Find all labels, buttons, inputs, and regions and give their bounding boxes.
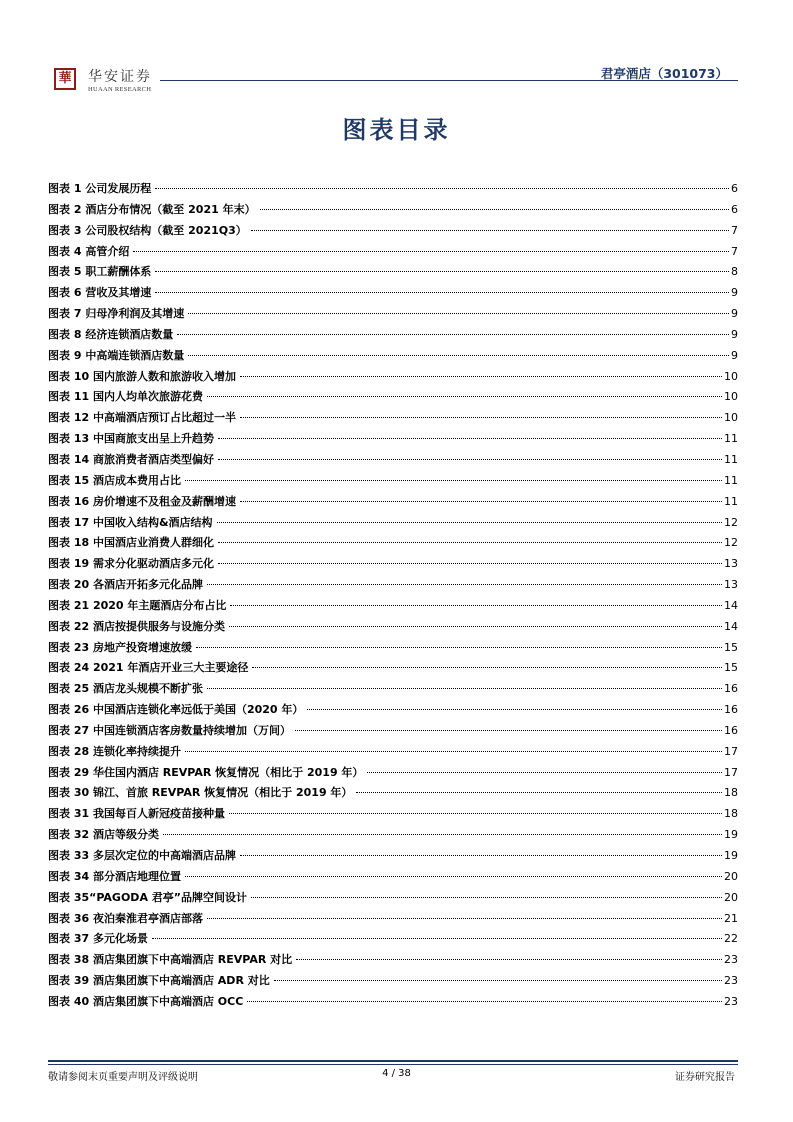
toc-entry-label: 图表 36 夜泊秦淮君亭酒店部落 [48,911,203,925]
toc-dot-leader [207,584,722,585]
toc-dot-leader [247,1001,722,1002]
toc-entry-page: 17 [724,744,738,758]
toc-entry-label: 图表 2 酒店分布情况（截至 2021 年末） [48,202,256,216]
toc-dot-leader [218,459,722,460]
toc-entry-page: 19 [724,828,738,842]
toc-entry-page: 17 [724,765,738,779]
toc-entry-page: 18 [724,786,738,800]
toc-entry-page: 6 [731,182,738,195]
toc-entry-page: 19 [724,849,738,862]
toc-entry[interactable] [48,618,738,639]
toc-entry-page: 11 [724,432,738,446]
toc-dot-leader [207,918,722,919]
toc-entry-page: 10 [724,390,738,404]
toc-entry-label: 图表 12 中高端酒店预订占比超过一半 [48,411,236,425]
toc-entry-page: 12 [724,536,738,550]
toc-entry-label: 图表 21 2020 年主题酒店分布占比 [48,598,227,612]
toc-entry-label: 图表 11 国内人均单次旅游花费 [48,390,203,404]
logo-text-en: HUAAN RESEARCH [88,86,152,93]
toc-entry-label: 图表 7 归母净利润及其增速 [48,307,185,321]
toc-entry[interactable] [48,639,738,660]
toc-entry-page: 11 [724,473,738,487]
toc-entry-label: 图表 23 房地产投资增速放缓 [48,640,192,654]
toc-entry[interactable] [48,659,738,680]
toc-entry-label: 图表 26 中国酒店连锁化率远低于美国（2020 年） [48,703,304,717]
toc-entry-label: 图表 1 公司发展历程 [48,182,152,195]
toc-entry[interactable] [48,409,738,430]
toc-entry[interactable] [48,722,738,743]
toc-entry-label: 图表 34 部分酒店地理位置 [48,869,181,883]
toc-dot-leader [196,647,722,648]
toc-dot-leader [207,688,722,689]
toc-entry[interactable] [48,451,738,472]
toc-entry-page: 10 [724,411,738,425]
toc-dot-leader [185,876,722,877]
toc-entry-page: 12 [724,515,738,529]
toc-dot-leader [155,271,729,272]
page-number: 4 / 38 [382,1068,411,1079]
toc-dot-leader [218,563,722,564]
company-logo: 華 [54,68,76,90]
toc-entry-label: 图表 3 公司股权结构（截至 2021Q3） [48,223,247,237]
toc-entry[interactable] [48,868,738,889]
toc-entry-label: 图表 25 酒店龙头规模不断扩张 [48,682,203,696]
toc-entry-page: 18 [724,807,738,821]
toc-dot-leader [356,792,722,793]
toc-entry[interactable] [48,972,738,993]
header-company-name: 君亭酒店（301073） [600,66,728,81]
toc-entry-label: 图表 40 酒店集团旗下中高端酒店 OCC [48,994,244,1008]
toc-dot-leader [240,417,722,418]
toc-dot-leader [252,667,722,668]
toc-dot-leader [295,730,722,731]
toc-dot-leader [152,938,722,939]
toc-entry-label: 图表 17 中国收入结构&酒店结构 [48,515,213,529]
toc-entry[interactable] [48,347,738,368]
page-header [48,62,738,98]
toc-entry-page: 9 [731,327,738,341]
toc-entry-label: 图表 22 酒店按提供服务与设施分类 [48,619,225,633]
toc-entry[interactable] [48,764,738,785]
toc-entry-label: 图表 27 中国连锁酒店客房数量持续增加（万间） [48,723,291,737]
toc-entry[interactable] [48,493,738,514]
toc-entry[interactable] [48,805,738,826]
toc-entry-page: 20 [724,890,738,904]
toc-entry[interactable] [48,889,738,910]
toc-entry-page: 16 [724,703,738,717]
toc-entry-page: 23 [724,974,738,988]
toc-dot-leader [229,626,722,627]
toc-dot-leader [177,334,729,335]
page-title: 图表目录 [342,115,451,144]
toc-entry[interactable] [48,243,738,264]
toc-entry-page: 13 [724,557,738,571]
toc-dot-leader [251,230,729,231]
toc-entry[interactable] [48,222,738,243]
toc-entry-page: 22 [724,932,738,946]
toc-entry[interactable] [48,514,738,535]
logo-text-cn: 华安证券 [88,69,152,85]
toc-entry-page: 11 [724,494,738,508]
toc-dot-leader [133,251,729,252]
toc-entry-page: 13 [724,578,738,592]
toc-entry-label: 图表 35“PAGODA 君亭”品牌空间设计 [48,890,248,904]
toc-entry-page: 21 [724,911,738,925]
toc-entry-page: 14 [724,598,738,612]
toc-entry[interactable] [48,826,738,847]
table-of-figures [48,180,738,1014]
toc-entry-label: 图表 6 营收及其增速 [48,286,152,300]
toc-entry[interactable] [48,430,738,451]
toc-entry-label: 图表 24 2021 年酒店开业三大主要途径 [48,661,249,675]
toc-entry-page: 8 [731,265,738,279]
toc-entry-page: 7 [731,244,738,258]
toc-entry-label: 图表 19 需求分化驱动酒店多元化 [48,557,214,571]
toc-entry-label: 图表 38 酒店集团旗下中高端酒店 REVPAR 对比 [48,953,293,967]
toc-entry-label: 图表 31 我国每百人新冠疫苗接种量 [48,807,225,821]
toc-entry[interactable] [48,701,738,722]
toc-entry-page: 11 [724,452,738,466]
toc-entry-page: 10 [724,369,738,383]
toc-dot-leader [240,376,722,377]
toc-entry[interactable] [48,534,738,555]
toc-entry-label: 图表 9 中高端连锁酒店数量 [48,348,185,362]
toc-entry-label: 图表 10 国内旅游人数和旅游收入增加 [48,369,236,383]
toc-entry-label: 图表 18 中国酒店业消费人群细化 [48,536,214,550]
toc-dot-leader [155,188,729,189]
toc-entry-label: 图表 33 多层次定位的中高端酒店品牌 [48,849,236,862]
toc-entry[interactable] [48,930,738,951]
toc-dot-leader [207,396,722,397]
toc-entry-label: 图表 15 酒店成本费用占比 [48,473,181,487]
toc-entry[interactable] [48,263,738,284]
toc-entry[interactable] [48,743,738,764]
toc-entry-page: 23 [724,994,738,1008]
toc-entry-label: 图表 13 中国商旅支出呈上升趋势 [48,432,214,446]
toc-entry[interactable] [48,951,738,972]
toc-entry-label: 图表 20 各酒店开拓多元化品牌 [48,578,203,592]
toc-entry-label: 图表 30 锦江、首旅 REVPAR 恢复情况（相比于 2019 年） [48,786,353,800]
toc-entry[interactable] [48,388,738,409]
toc-entry[interactable] [48,305,738,326]
toc-entry-label: 图表 4 高管介绍 [48,244,130,258]
toc-entry-label: 图表 16 房价增速不及租金及薪酬增速 [48,494,236,508]
footer-disclaimer: 敬请参阅末页重要声明及评级说明 [48,1072,198,1083]
toc-entry[interactable] [48,368,738,389]
toc-dot-leader [260,209,729,210]
toc-entry-label: 图表 37 多元化场景 [48,932,148,946]
toc-entry[interactable] [48,993,738,1014]
toc-dot-leader [163,834,722,835]
toc-dot-leader [367,772,722,773]
toc-entry-page: 16 [724,682,738,696]
toc-dot-leader [307,709,722,710]
toc-entry-page: 16 [724,723,738,737]
toc-entry-page: 23 [724,953,738,967]
toc-entry[interactable] [48,326,738,347]
toc-dot-leader [240,501,722,502]
toc-entry-page: 20 [724,869,738,883]
toc-entry-page: 15 [724,640,738,654]
toc-dot-leader [218,438,722,439]
toc-entry[interactable] [48,201,738,222]
toc-entry[interactable] [48,680,738,701]
toc-entry[interactable] [48,784,738,805]
toc-entry-page: 9 [731,286,738,300]
toc-dot-leader [218,542,722,543]
toc-entry-label: 图表 32 酒店等级分类 [48,828,159,842]
toc-entry-label: 图表 39 酒店集团旗下中高端酒店 ADR 对比 [48,974,270,988]
toc-entry-page: 15 [724,661,738,675]
toc-entry[interactable] [48,555,738,576]
toc-entry-label: 图表 29 华住国内酒店 REVPAR 恢复情况（相比于 2019 年） [48,765,364,779]
toc-entry[interactable] [48,847,738,868]
toc-dot-leader [274,980,722,981]
toc-dot-leader [251,897,722,898]
toc-dot-leader [240,855,722,856]
toc-entry-label: 图表 14 商旅消费者酒店类型偏好 [48,452,214,466]
toc-dot-leader [229,813,722,814]
toc-entry-page: 9 [731,348,738,362]
toc-dot-leader [296,959,722,960]
toc-entry-page: 6 [731,202,738,216]
toc-entry[interactable] [48,472,738,493]
toc-entry-label: 图表 28 连锁化率持续提升 [48,744,181,758]
toc-dot-leader [230,605,722,606]
toc-entry-page: 7 [731,223,738,237]
toc-entry[interactable] [48,597,738,618]
toc-entry-label: 图表 5 职工薪酬体系 [48,265,152,279]
toc-entry-page: 14 [724,619,738,633]
toc-dot-leader [217,522,722,523]
toc-dot-leader [155,292,729,293]
toc-dot-leader [188,313,729,314]
toc-entry-label: 图表 8 经济连锁酒店数量 [48,327,174,341]
toc-entry[interactable] [48,910,738,931]
toc-dot-leader [188,355,729,356]
toc-dot-leader [185,480,722,481]
toc-entry[interactable] [48,180,738,201]
toc-entry-page: 9 [731,307,738,321]
footer-report-type: 证券研究报告 [675,1072,735,1083]
toc-entry[interactable] [48,284,738,305]
footer-divider-thin [48,1064,738,1065]
footer-divider [48,1060,738,1062]
toc-entry[interactable] [48,576,738,597]
toc-dot-leader [185,751,722,752]
